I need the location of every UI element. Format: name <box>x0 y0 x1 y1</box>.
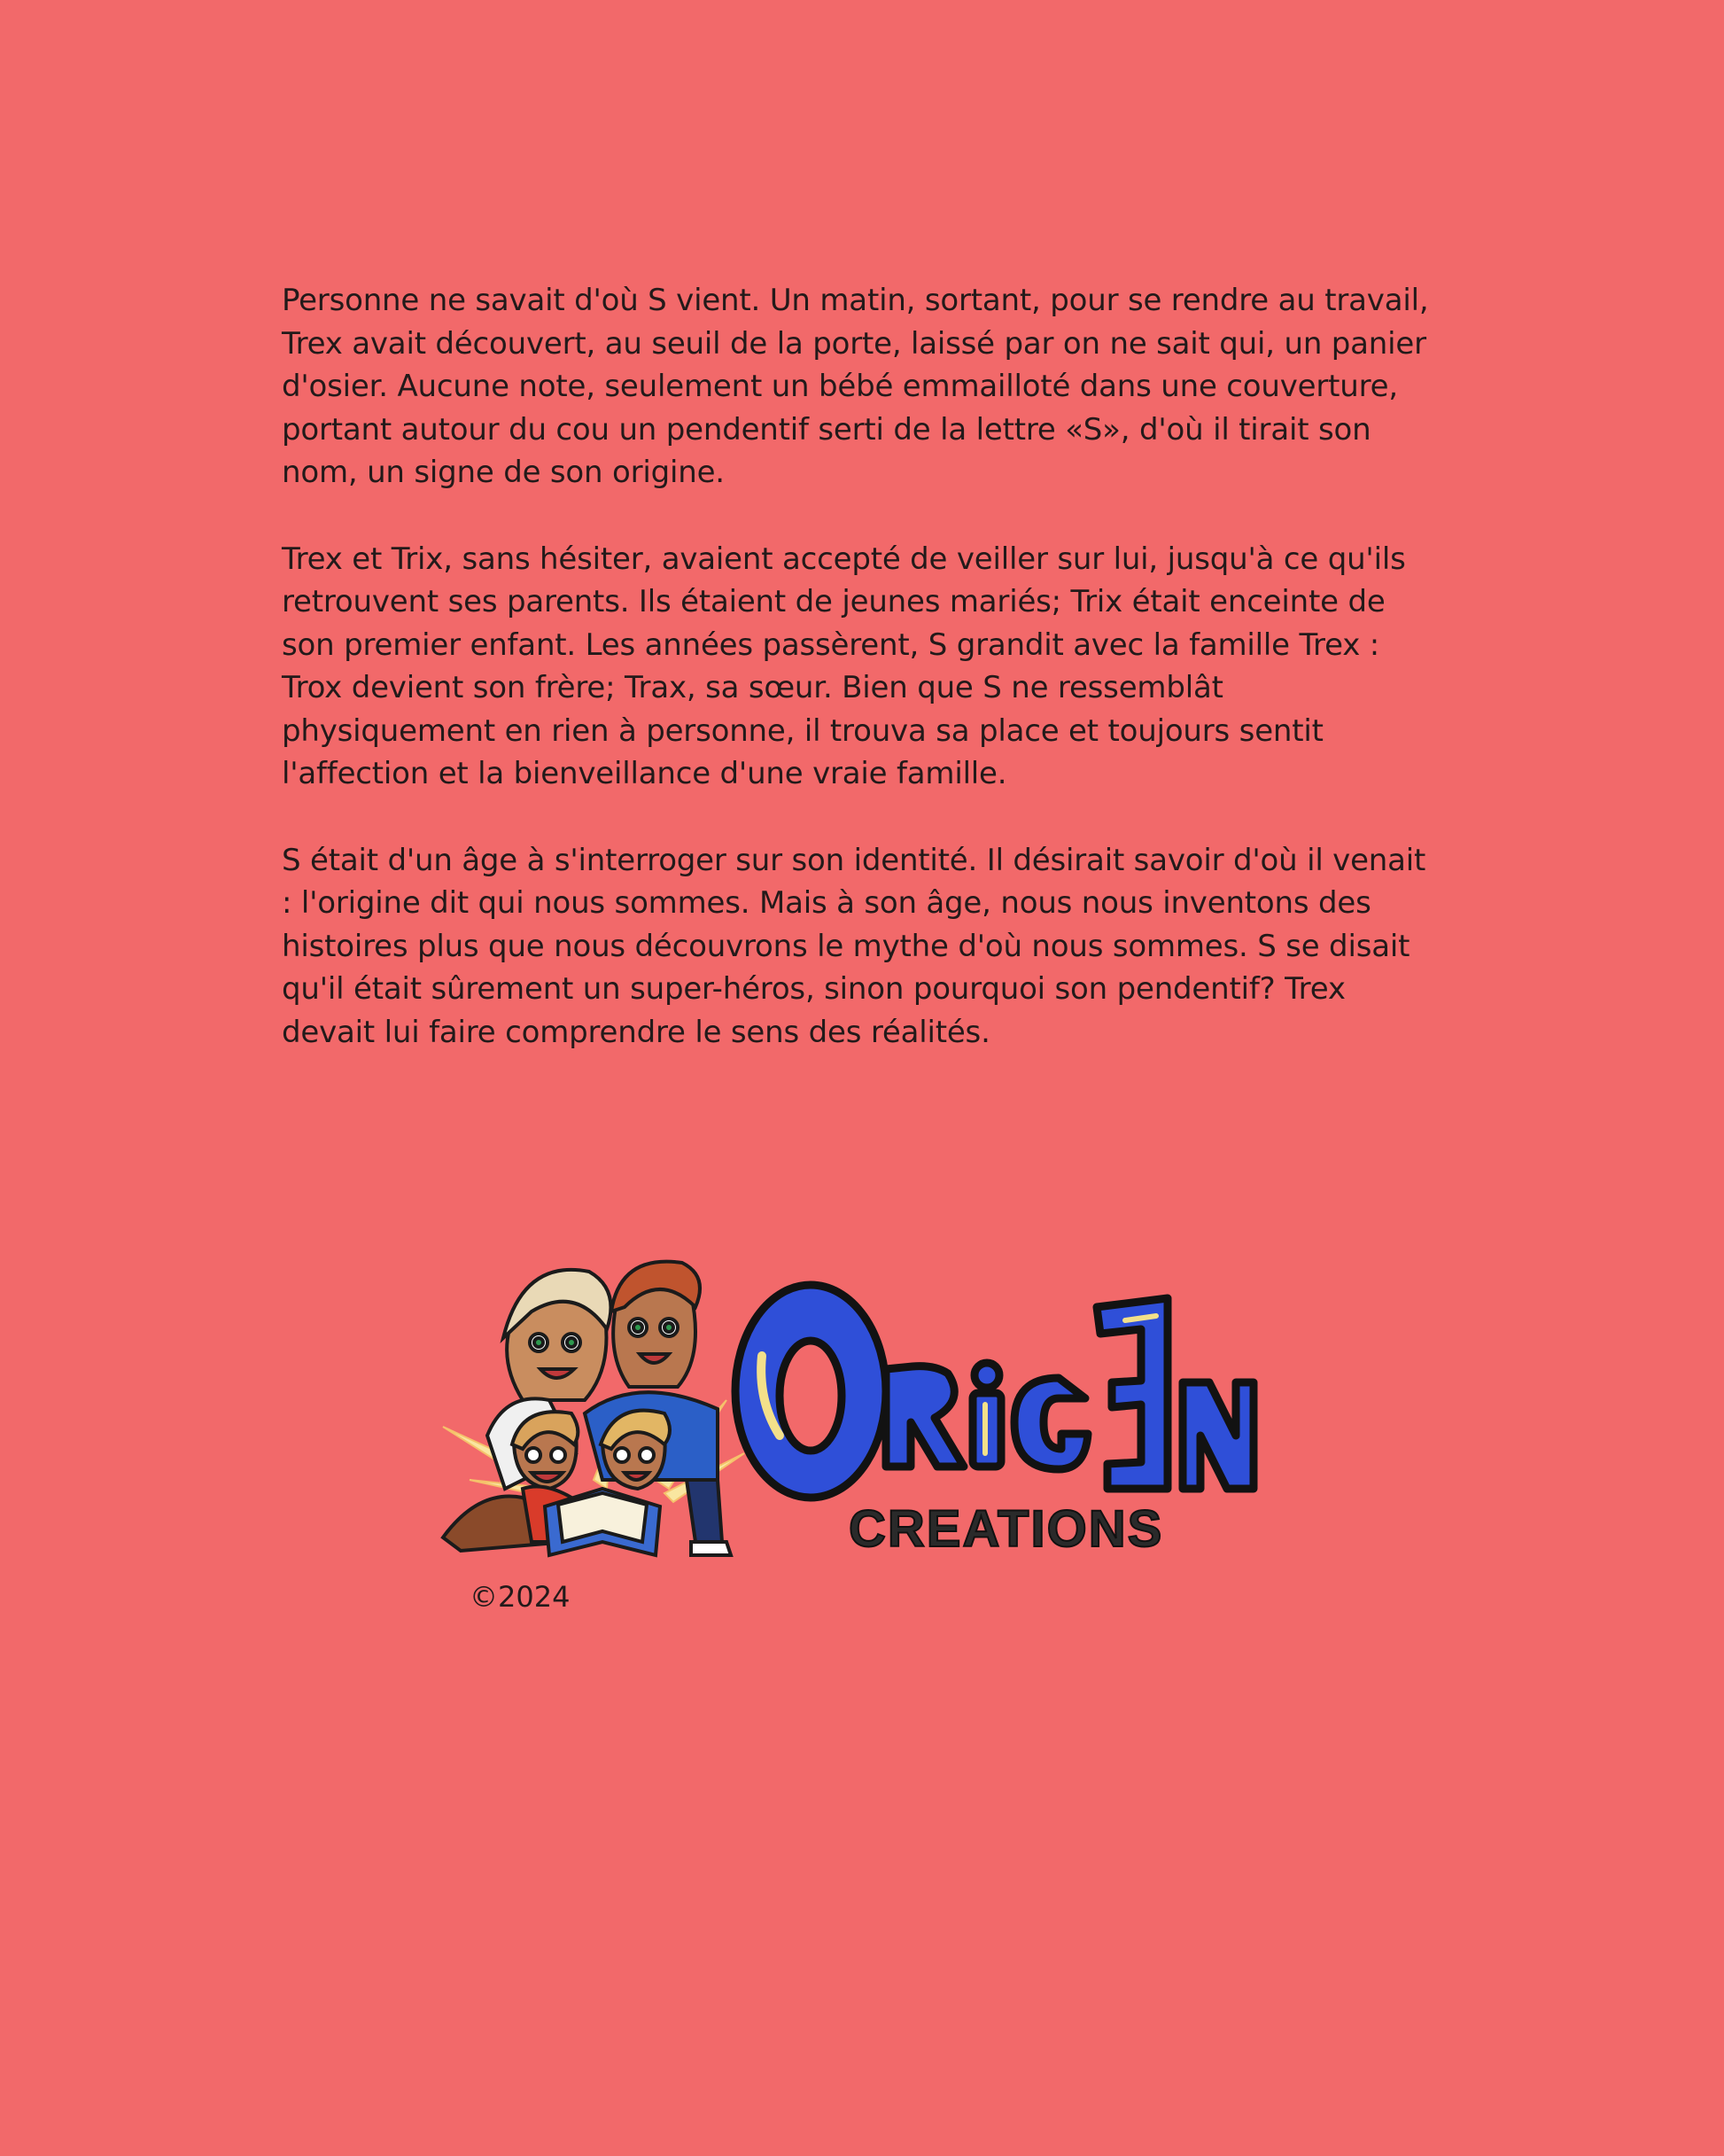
paragraph-3: S était d'un âge à s'interroger sur son identité. Il désirait savoir d'où il venait : l'origine dit qui nous sommes. Mais à son âge, nous nous inventons des histoires plus que nous découvrons le mythe d'où nous sommes. S se disait qu'il était sûrement un super-héros, sinon pourquoi son pendentif? Trex devait lui faire comprendre le sens des réalités. <box>282 842 1426 1050</box>
paragraph-1: Personne ne savait d'où S vient. Un matin, sortant, pour se rendre au travail, Trex avait découvert, au seuil de la porte, laissé par on ne sait qui, un panier d'osier. Aucune note, seulement un bébé emmailloté dans une couverture, portant autour du cou un pendentif serti de la lettre «S», d'où il tirait son nom, un signe de son origine. <box>282 283 1429 490</box>
story-text <box>282 279 1433 1097</box>
paragraph-2: Trex et Trix, sans hésiter, avaient accepté de veiller sur lui, jusqu'à ce qu'ils retrouvent ses parents. Ils étaient de jeunes mariés; Trix était enceinte de son premier enfant. Les années passèrent, S grandit avec la famille Trex : Trox devient son frère; Trax, sa sœur. Bien que S ne ressemblât physiquement en rien à personne, il trouva sa place et toujours sentit l'affection et la bienveillance d'une vraie famille. <box>282 541 1406 791</box>
origen-creations-logo <box>425 1223 1258 1577</box>
origen-wordmark <box>735 1285 1254 1498</box>
family-illustration <box>443 1262 731 1555</box>
creations-subtitle: CREATIONS <box>849 1500 1164 1558</box>
copyright-notice: ©2024 <box>470 1580 571 1614</box>
